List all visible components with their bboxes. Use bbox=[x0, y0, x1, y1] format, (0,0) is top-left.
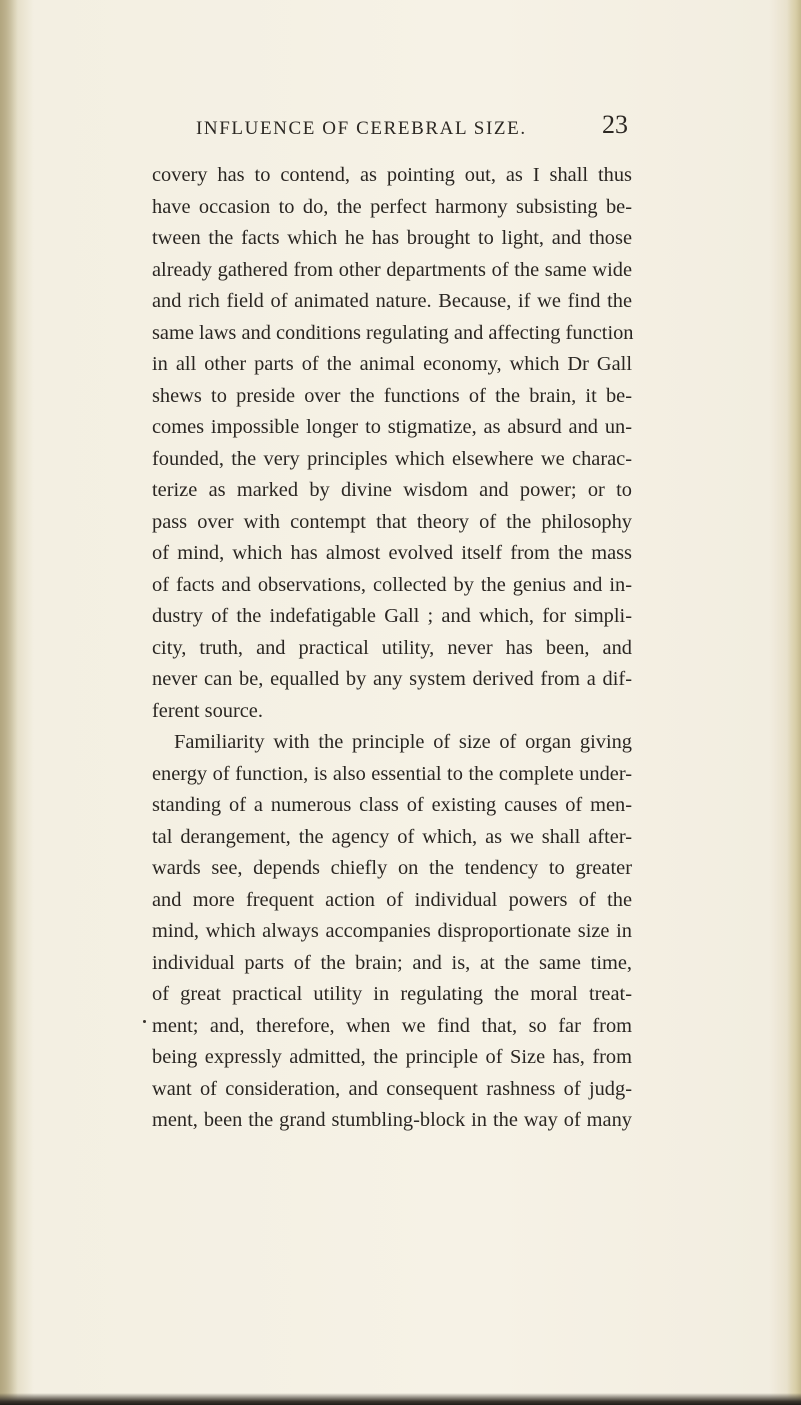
text-line: of facts and observations, collected by the genius and in- bbox=[152, 573, 632, 596]
text-line: ment; and, therefore, when we find that, so far from bbox=[152, 1014, 632, 1037]
text-line: terize as marked by divine wisdom and power; or to bbox=[152, 479, 632, 501]
text-line: and rich field of animated nature. Because, if we find the bbox=[152, 290, 632, 312]
text-line: covery has to contend, as pointing out, as I shall thus bbox=[152, 164, 632, 186]
text-line: already gathered from other departments of the same wide bbox=[152, 258, 632, 281]
text-line: never can be, equalled by any system derived from a dif- bbox=[152, 668, 632, 690]
text-line: in all other parts of the animal economy, which Dr Gall bbox=[152, 353, 632, 375]
text-line: and more frequent action of individual powers of the bbox=[152, 888, 632, 911]
text-line: energy of function, is also essential to the complete under- bbox=[152, 762, 632, 785]
text-line: want of consideration, and consequent rashness of judg- bbox=[152, 1077, 632, 1100]
page-bottom-edge bbox=[0, 1393, 801, 1405]
text-line: of mind, which has almost evolved itself from the mass bbox=[152, 542, 632, 564]
text-line: mind, which always accompanies disproportionate size in bbox=[152, 920, 632, 942]
text-line: being expressly admitted, the principle of Size has, from bbox=[152, 1046, 632, 1068]
text-line: ferent source. bbox=[152, 699, 263, 722]
text-line: founded, the very principles which elsewhere we charac- bbox=[152, 447, 632, 470]
gutter-shadow bbox=[0, 0, 18, 1405]
text-line: of great practical utility in regulating the moral treat- bbox=[152, 983, 632, 1005]
text-line: ment, been the grand stumbling-block in the way of many bbox=[152, 1109, 632, 1131]
text-line: have occasion to do, the perfect harmony subsisting be- bbox=[152, 195, 632, 218]
text-line: shews to preside over the functions of the brain, it be- bbox=[152, 384, 632, 407]
body-text bbox=[152, 160, 632, 1137]
text-line: same laws and conditions regulating and affecting function bbox=[152, 321, 634, 344]
ink-speck bbox=[143, 1020, 146, 1023]
text-line: Familiarity with the principle of size of organ giving bbox=[174, 731, 632, 753]
page-right-edge bbox=[787, 0, 801, 1405]
page-number: 23 bbox=[602, 110, 628, 139]
text-line: wards see, depends chiefly on the tendency to greater bbox=[152, 857, 632, 879]
text-line: individual parts of the brain; and is, at the same time, bbox=[152, 951, 632, 974]
text-line: comes impossible longer to stigmatize, as absurd and un- bbox=[152, 416, 632, 438]
page-header bbox=[196, 110, 628, 140]
text-line: tween the facts which he has brought to light, and those bbox=[152, 227, 632, 249]
text-line: pass over with contempt that theory of the philosophy bbox=[152, 510, 632, 533]
text-line: standing of a numerous class of existing causes of men- bbox=[152, 794, 632, 816]
running-head: INFLUENCE OF CEREBRAL SIZE. bbox=[196, 118, 527, 139]
text-line: dustry of the indefatigable Gall ; and which, for simpli- bbox=[152, 605, 632, 627]
text-line: city, truth, and practical utility, never has been, and bbox=[152, 636, 632, 659]
text-line: tal derangement, the agency of which, as we shall after- bbox=[152, 825, 632, 848]
